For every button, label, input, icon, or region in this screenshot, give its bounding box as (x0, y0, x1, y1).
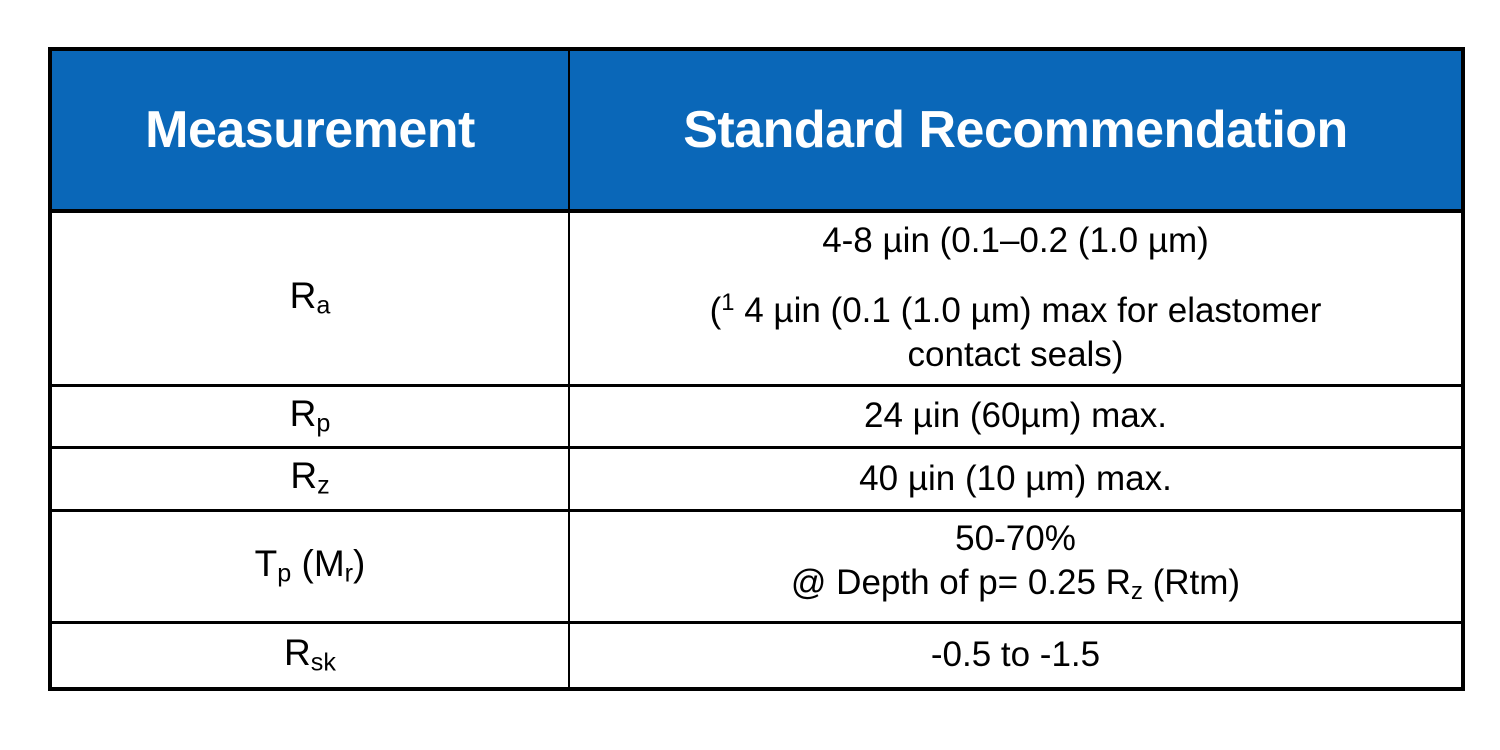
text: contact seals) (907, 335, 1124, 375)
text: 4-8 µin (0.1–0.2 (1.0 µm) (822, 221, 1209, 261)
sub-text: p (277, 559, 292, 588)
header-cell-measurement (50, 49, 569, 211)
recommendation-cell (569, 510, 1463, 622)
table-row-rp (50, 385, 1463, 447)
sub-text: sk (310, 648, 336, 677)
recommendation-paragraph (580, 457, 1451, 501)
measurement-cell (50, 622, 569, 689)
sub-text: p (316, 409, 331, 438)
measurement-cell (50, 211, 569, 385)
header-recommendation-label: Standard Recommendation (683, 101, 1348, 159)
recommendation-paragraph (580, 633, 1451, 677)
text: (M (291, 542, 345, 584)
text: R (289, 392, 317, 434)
text: ( (709, 291, 722, 331)
table-row-rz (50, 447, 1463, 510)
table-header (50, 49, 1463, 211)
header-measurement-label: Measurement (145, 101, 475, 159)
sub-text: a (316, 291, 331, 320)
measurement-label (290, 455, 330, 500)
surface-finish-table (48, 47, 1465, 691)
recommendation-cell (569, 447, 1463, 510)
text: R (284, 632, 311, 674)
text: (Rtm) (1142, 563, 1241, 603)
text: 50-70% (955, 519, 1076, 559)
text: ) (353, 542, 366, 584)
text: @ Depth of p= 0.25 R (790, 563, 1131, 603)
header-cell-recommendation (569, 49, 1463, 211)
recommendation-line (580, 561, 1451, 614)
text: R (289, 275, 317, 317)
recommendation-line (580, 333, 1451, 377)
recommendation-line (580, 457, 1451, 501)
measurement-cell (50, 510, 569, 622)
text: 24 µin (60µm) max. (864, 396, 1167, 435)
recommendation-paragraph (580, 517, 1451, 614)
sup-text: 1 (721, 289, 735, 317)
measurement-label (254, 542, 366, 588)
text: 40 µin (10 µm) max. (859, 458, 1172, 498)
measurement-cell (50, 385, 569, 447)
recommendation-line (580, 394, 1451, 438)
table-row-ra (50, 211, 1463, 385)
text: 4 µin (0.1 (1.0 µm) max for elastomer (734, 291, 1322, 331)
recommendation-line (580, 517, 1451, 561)
recommendation-paragraph (580, 219, 1451, 263)
recommendation-cell (569, 211, 1463, 385)
recommendation-line (580, 281, 1451, 333)
sub-text: r (344, 559, 354, 588)
measurement-label (289, 392, 331, 438)
measurement-label (284, 632, 336, 677)
measurement-cell (50, 447, 569, 510)
text: T (254, 542, 278, 584)
text: R (290, 455, 318, 497)
sub-text: z (317, 471, 330, 500)
recommendation-line (580, 219, 1451, 263)
measurement-label (289, 275, 331, 320)
recommendation-paragraph (580, 394, 1451, 438)
recommendation-paragraph (580, 281, 1451, 377)
table-row-rsk (50, 622, 1463, 689)
recommendation-cell (569, 622, 1463, 689)
sub-text: z (1130, 578, 1143, 606)
recommendation-cell (569, 385, 1463, 447)
table-row-tp (50, 510, 1463, 622)
recommendation-line (580, 633, 1451, 677)
table-body (50, 211, 1463, 689)
header-row (50, 49, 1463, 211)
text: -0.5 to -1.5 (930, 635, 1101, 675)
